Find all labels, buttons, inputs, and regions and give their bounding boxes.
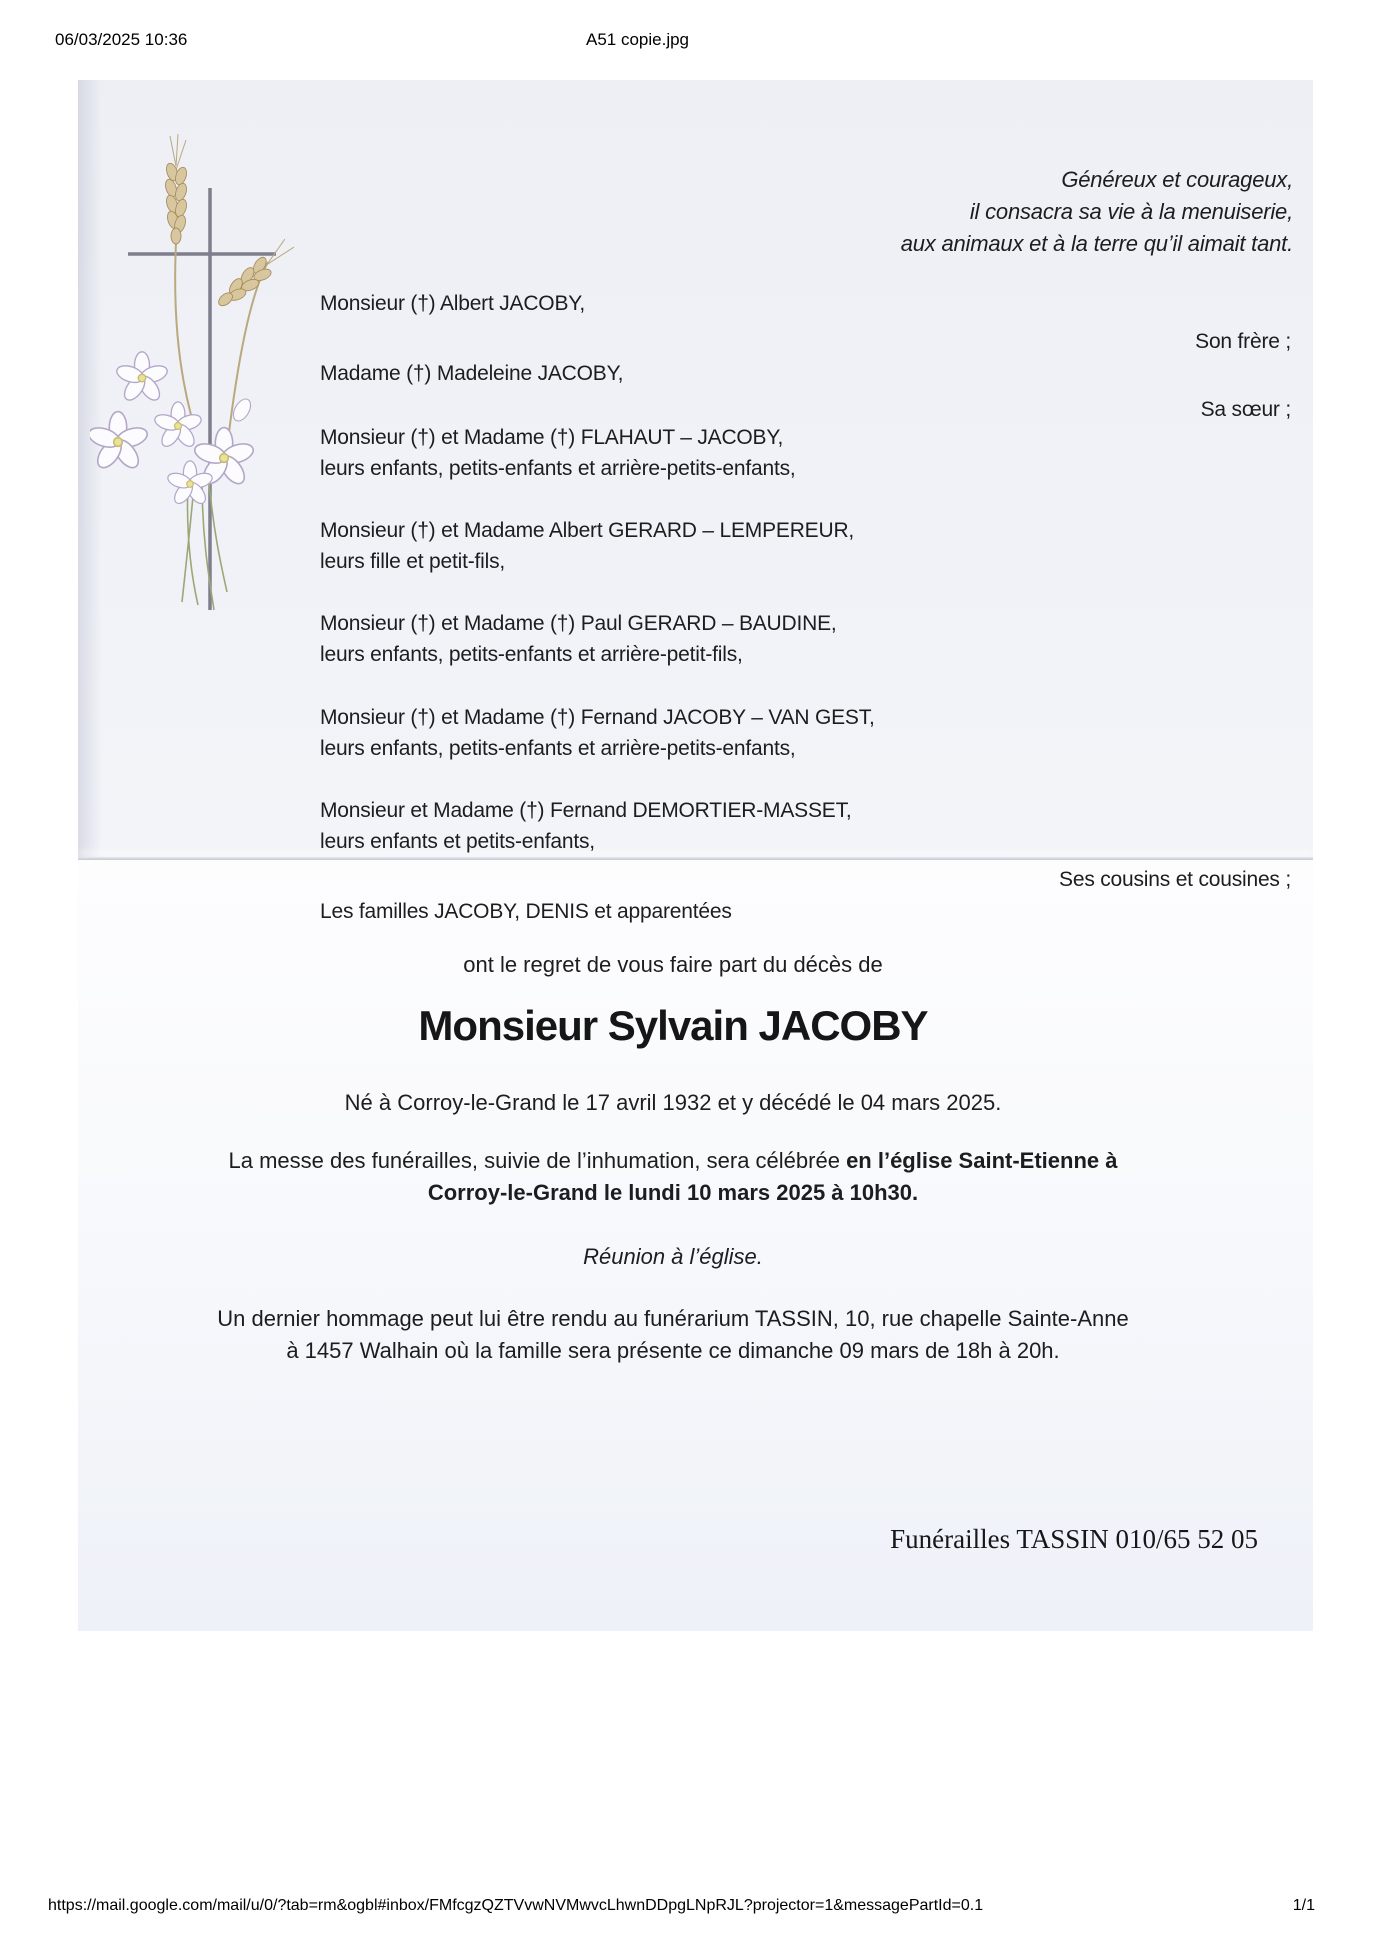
bellflower-cluster: [90, 352, 256, 507]
tribute-line-2: à 1457 Walhain où la famille sera présente ce dimanche 09 mars de 18h à 20h.: [286, 1338, 1060, 1363]
print-footer-url: https://mail.google.com/mail/u/0/?tab=rm&ogbl#inbox/FMfcgzQZTVvwNVMwvcLhwnDDpgLNpRJL?projector=1&messagePartId=0.1: [48, 1897, 984, 1914]
relative-gerard-baudine-line-1: Monsieur (†) et Madame (†) Paul GERARD – BAUDINE,: [320, 612, 837, 635]
relative-gerard-lempereur-line-2: leurs fille et petit-fils,: [320, 550, 506, 573]
tribute-line-1: Un dernier hommage peut lui être rendu au funérarium TASSIN, 10, rue chapelle Sainte-Anne: [217, 1306, 1129, 1331]
relation-brother: Son frère ;: [1195, 330, 1291, 353]
epitaph-line-2: il consacra sa vie à la menuiserie,: [969, 199, 1293, 224]
relation-cousins: Ses cousins et cousines ;: [1059, 868, 1291, 891]
relative-demortier-masset-line-2: leurs enfants et petits-enfants,: [320, 830, 595, 853]
relative-gerard-lempereur-line-1: Monsieur (†) et Madame Albert GERARD – LEMPEREUR,: [320, 519, 855, 542]
print-filename: A51 copie.jpg: [585, 30, 690, 49]
birth-death-line: Né à Corroy-le-Grand le 17 avril 1932 et y décédé le 04 mars 2025.: [344, 1090, 1002, 1115]
epitaph-line-3: aux animaux et à la terre qu’il aimait tant.: [900, 231, 1293, 256]
mass-line-1: [78, 1148, 1268, 1174]
cross-and-flowers-illustration: [90, 110, 320, 770]
relative-flahaut-line-1: Monsieur (†) et Madame (†) FLAHAUT – JACOBY,: [320, 426, 784, 449]
wheat-ear-right: [212, 235, 299, 314]
mass-line-1-normal: La messe des funérailles, suivie de l’inhumation, sera célébrée: [228, 1148, 847, 1173]
relation-sister: Sa sœur ;: [1200, 398, 1291, 421]
obituary-intro: ont le regret de vous faire part du décès de: [463, 952, 883, 977]
mass-line-1-bold: en l’église Saint-Etienne à: [846, 1148, 1118, 1173]
funeral-home-contact: Funérailles TASSIN 010/65 52 05: [890, 1524, 1258, 1554]
mass-line-2: Corroy-le-Grand le lundi 10 mars 2025 à 10h30.: [427, 1180, 919, 1205]
families-line: Les familles JACOBY, DENIS et apparentées: [320, 900, 732, 923]
wheat-stem-left: [175, 242, 191, 415]
wheat-ear-left: [163, 134, 188, 244]
relative-sister: Madame (†) Madeleine JACOBY,: [320, 362, 624, 385]
relative-flahaut-line-2: leurs enfants, petits-enfants et arrière-petits-enfants,: [320, 457, 796, 480]
epitaph-line-1: Généreux et courageux,: [1061, 167, 1293, 192]
relative-brother: Monsieur (†) Albert JACOBY,: [320, 292, 585, 315]
epitaph-quote: [901, 164, 1293, 260]
relative-demortier-masset-line-1: Monsieur et Madame (†) Fernand DEMORTIER-MASSET,: [320, 799, 852, 822]
relative-gerard-baudine-line-2: leurs enfants, petits-enfants et arrière-petit-fils,: [320, 643, 743, 666]
print-datetime: 06/03/2025 10:36: [55, 30, 188, 49]
relative-jacoby-vangest-line-2: leurs enfants, petits-enfants et arrière-petits-enfants,: [320, 737, 796, 760]
meeting-line: Réunion à l’église.: [583, 1244, 763, 1269]
deceased-name-title: Monsieur Sylvain JACOBY: [418, 1002, 928, 1049]
relative-jacoby-vangest-line-1: Monsieur (†) et Madame (†) Fernand JACOBY – VAN GEST,: [320, 706, 875, 729]
scan-seam-line: [78, 857, 1313, 860]
print-page-number: 1/1: [1292, 1897, 1315, 1914]
scanned-announcement-image: [78, 80, 1313, 1631]
